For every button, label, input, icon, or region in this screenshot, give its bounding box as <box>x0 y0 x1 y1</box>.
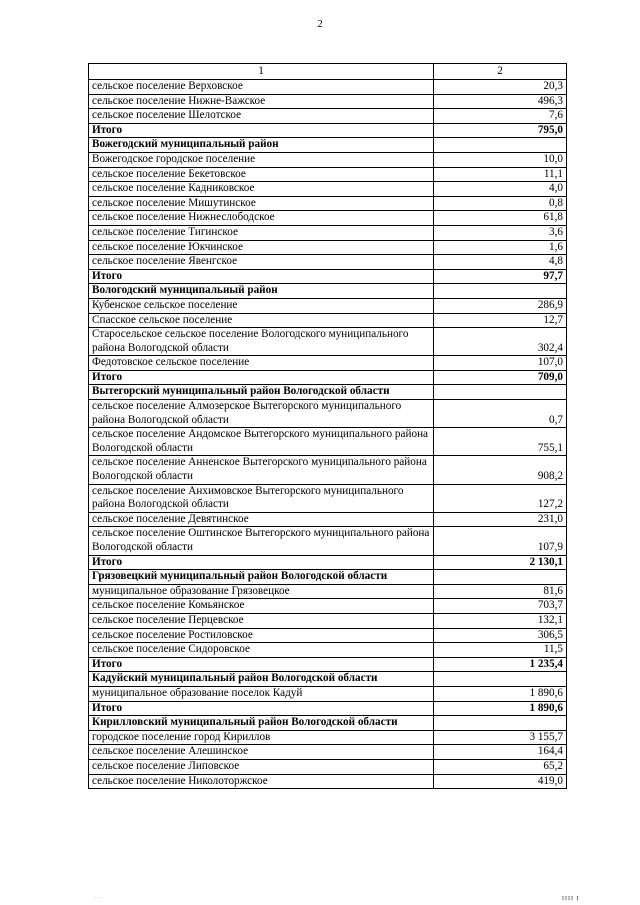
amount-value: 0,8 <box>434 196 567 211</box>
settlement-name: сельское поселение Анхимовское Вытегорского муниципального района Вологодской области <box>89 484 434 512</box>
amount-value: 107,0 <box>434 356 567 371</box>
settlement-name: сельское поселение Липовское <box>89 759 434 774</box>
footer-right-mark: IIII I <box>562 896 580 902</box>
amount-value: 10,0 <box>434 152 567 167</box>
settlement-name: Кубенское сельское поселение <box>89 298 434 313</box>
amount-value: 703,7 <box>434 599 567 614</box>
amount-value: 81,6 <box>434 584 567 599</box>
amount-value: 7,6 <box>434 109 567 124</box>
table-row <box>89 313 567 328</box>
amount-value: 1 890,6 <box>434 701 567 716</box>
district-header-row <box>89 716 567 731</box>
amount-value <box>434 672 567 687</box>
settlement-name: Спасское сельское поселение <box>89 313 434 328</box>
settlement-name: Итого <box>89 269 434 284</box>
amount-value: 0,7 <box>434 400 567 428</box>
settlement-name: муниципальное образование Грязовецкое <box>89 584 434 599</box>
table-row <box>89 643 567 658</box>
district-name: Вытегорский муниципальный район Вологодской области <box>89 385 434 400</box>
table-row <box>89 298 567 313</box>
amount-value <box>434 570 567 585</box>
district-name: Грязовецкий муниципальный район Вологодской области <box>89 570 434 585</box>
settlement-name: сельское поселение Оштинское Вытегорского муниципального района Вологодской области <box>89 527 434 555</box>
district-header-row <box>89 385 567 400</box>
table-row <box>89 167 567 182</box>
settlement-name: сельское поселение Бекетовское <box>89 167 434 182</box>
settlement-name: сельское поселение Сидоровское <box>89 643 434 658</box>
amount-value <box>434 716 567 731</box>
amount-value: 302,4 <box>434 328 567 356</box>
settlement-name: сельское поселение Нижнеслободское <box>89 211 434 226</box>
table-row <box>89 356 567 371</box>
amount-value: 132,1 <box>434 613 567 628</box>
total-row <box>89 555 567 570</box>
settlement-name: городское поселение город Кириллов <box>89 730 434 745</box>
settlement-name: сельское поселение Комьянское <box>89 599 434 614</box>
district-header-row <box>89 570 567 585</box>
settlement-name: сельское поселение Девятинское <box>89 512 434 527</box>
table-row <box>89 584 567 599</box>
table-row <box>89 152 567 167</box>
settlement-name: сельское поселение Ростиловское <box>89 628 434 643</box>
amount-value: 755,1 <box>434 428 567 456</box>
amount-value: 3,6 <box>434 225 567 240</box>
amount-value <box>434 385 567 400</box>
settlement-name: сельское поселение Мишутинское <box>89 196 434 211</box>
amount-value: 908,2 <box>434 456 567 484</box>
settlement-name: сельское поселение Тигинское <box>89 225 434 240</box>
amount-value: 496,3 <box>434 94 567 109</box>
amount-value: 1 235,4 <box>434 657 567 672</box>
table-row <box>89 512 567 527</box>
amount-value: 164,4 <box>434 745 567 760</box>
table-row <box>89 774 567 789</box>
table-row <box>89 759 567 774</box>
settlement-name: сельское поселение Кадниковское <box>89 182 434 197</box>
total-row <box>89 657 567 672</box>
table-row <box>89 80 567 95</box>
table-row <box>89 225 567 240</box>
settlement-name: Итого <box>89 701 434 716</box>
district-name: Вожегодский муниципальный район <box>89 138 434 153</box>
amount-value: 11,1 <box>434 167 567 182</box>
table-row <box>89 240 567 255</box>
settlement-name: сельское поселение Алмозерское Вытегорского муниципального района Вологодской области <box>89 400 434 428</box>
amount-value: 127,2 <box>434 484 567 512</box>
settlement-name: Итого <box>89 555 434 570</box>
table-header-row <box>89 64 567 80</box>
settlement-name: муниципальное образование поселок Кадуй <box>89 686 434 701</box>
table-row <box>89 484 567 512</box>
amount-value: 3 155,7 <box>434 730 567 745</box>
district-header-row <box>89 672 567 687</box>
column-header-1: 1 <box>89 64 434 80</box>
table-row <box>89 94 567 109</box>
settlement-name: Старосельское сельское поселение Вологодского муниципального района Вологодской области <box>89 328 434 356</box>
amount-value: 1,6 <box>434 240 567 255</box>
amount-value: 65,2 <box>434 759 567 774</box>
settlement-name: сельское поселение Николоторжское <box>89 774 434 789</box>
district-header-row <box>89 284 567 299</box>
settlement-name: сельское поселение Нижне-Важское <box>89 94 434 109</box>
table-row <box>89 613 567 628</box>
table-row <box>89 255 567 270</box>
amount-value: 419,0 <box>434 774 567 789</box>
amount-value: 709,0 <box>434 370 567 385</box>
settlement-name: сельское поселение Анненское Вытегорского муниципального района Вологодской области <box>89 456 434 484</box>
total-row <box>89 370 567 385</box>
amount-value: 1 890,6 <box>434 686 567 701</box>
settlement-name: сельское поселение Явенгское <box>89 255 434 270</box>
table-row <box>89 196 567 211</box>
table-row <box>89 182 567 197</box>
amount-value: 97,7 <box>434 269 567 284</box>
amount-value <box>434 284 567 299</box>
amount-value: 61,8 <box>434 211 567 226</box>
amount-value: 795,0 <box>434 123 567 138</box>
amount-value: 4,8 <box>434 255 567 270</box>
district-name: Вологодский муниципальный район <box>89 284 434 299</box>
amount-value <box>434 138 567 153</box>
amount-value: 11,5 <box>434 643 567 658</box>
amount-value: 107,9 <box>434 527 567 555</box>
total-row <box>89 123 567 138</box>
settlement-name: Федотовское сельское поселение <box>89 356 434 371</box>
settlement-name: Итого <box>89 657 434 672</box>
amount-value: 306,5 <box>434 628 567 643</box>
table-row <box>89 328 567 356</box>
table-row <box>89 599 567 614</box>
amount-value: 20,3 <box>434 80 567 95</box>
table-row <box>89 745 567 760</box>
table-row <box>89 628 567 643</box>
page-number: 2 <box>317 18 323 30</box>
footer-marks <box>0 896 640 905</box>
table-row <box>89 428 567 456</box>
total-row <box>89 701 567 716</box>
table-row <box>89 686 567 701</box>
amount-value: 231,0 <box>434 512 567 527</box>
district-header-row <box>89 138 567 153</box>
table-row <box>89 400 567 428</box>
settlement-name: Вожегодское городское поселение <box>89 152 434 167</box>
settlement-name: сельское поселение Алешинское <box>89 745 434 760</box>
settlement-name: сельское поселение Перцевское <box>89 613 434 628</box>
column-header-2: 2 <box>434 64 567 80</box>
settlement-name: Итого <box>89 370 434 385</box>
district-name: Кирилловский муниципальный район Вологодской области <box>89 716 434 731</box>
amount-value: 2 130,1 <box>434 555 567 570</box>
amount-value: 12,7 <box>434 313 567 328</box>
amount-value: 4,0 <box>434 182 567 197</box>
total-row <box>89 269 567 284</box>
settlement-name: сельское поселение Юкчинское <box>89 240 434 255</box>
allocation-table <box>88 63 567 789</box>
footer-left-mark: · · · <box>95 896 103 901</box>
table-row <box>89 211 567 226</box>
table-row <box>89 109 567 124</box>
table-row <box>89 456 567 484</box>
amount-value: 286,9 <box>434 298 567 313</box>
settlement-name: сельское поселение Андомское Вытегорского муниципального района Вологодской области <box>89 428 434 456</box>
settlement-name: сельское поселение Верховское <box>89 80 434 95</box>
settlement-name: Итого <box>89 123 434 138</box>
table-row <box>89 730 567 745</box>
settlement-name: сельское поселение Шелотское <box>89 109 434 124</box>
table-row <box>89 527 567 555</box>
district-name: Кадуйский муниципальный район Вологодской области <box>89 672 434 687</box>
